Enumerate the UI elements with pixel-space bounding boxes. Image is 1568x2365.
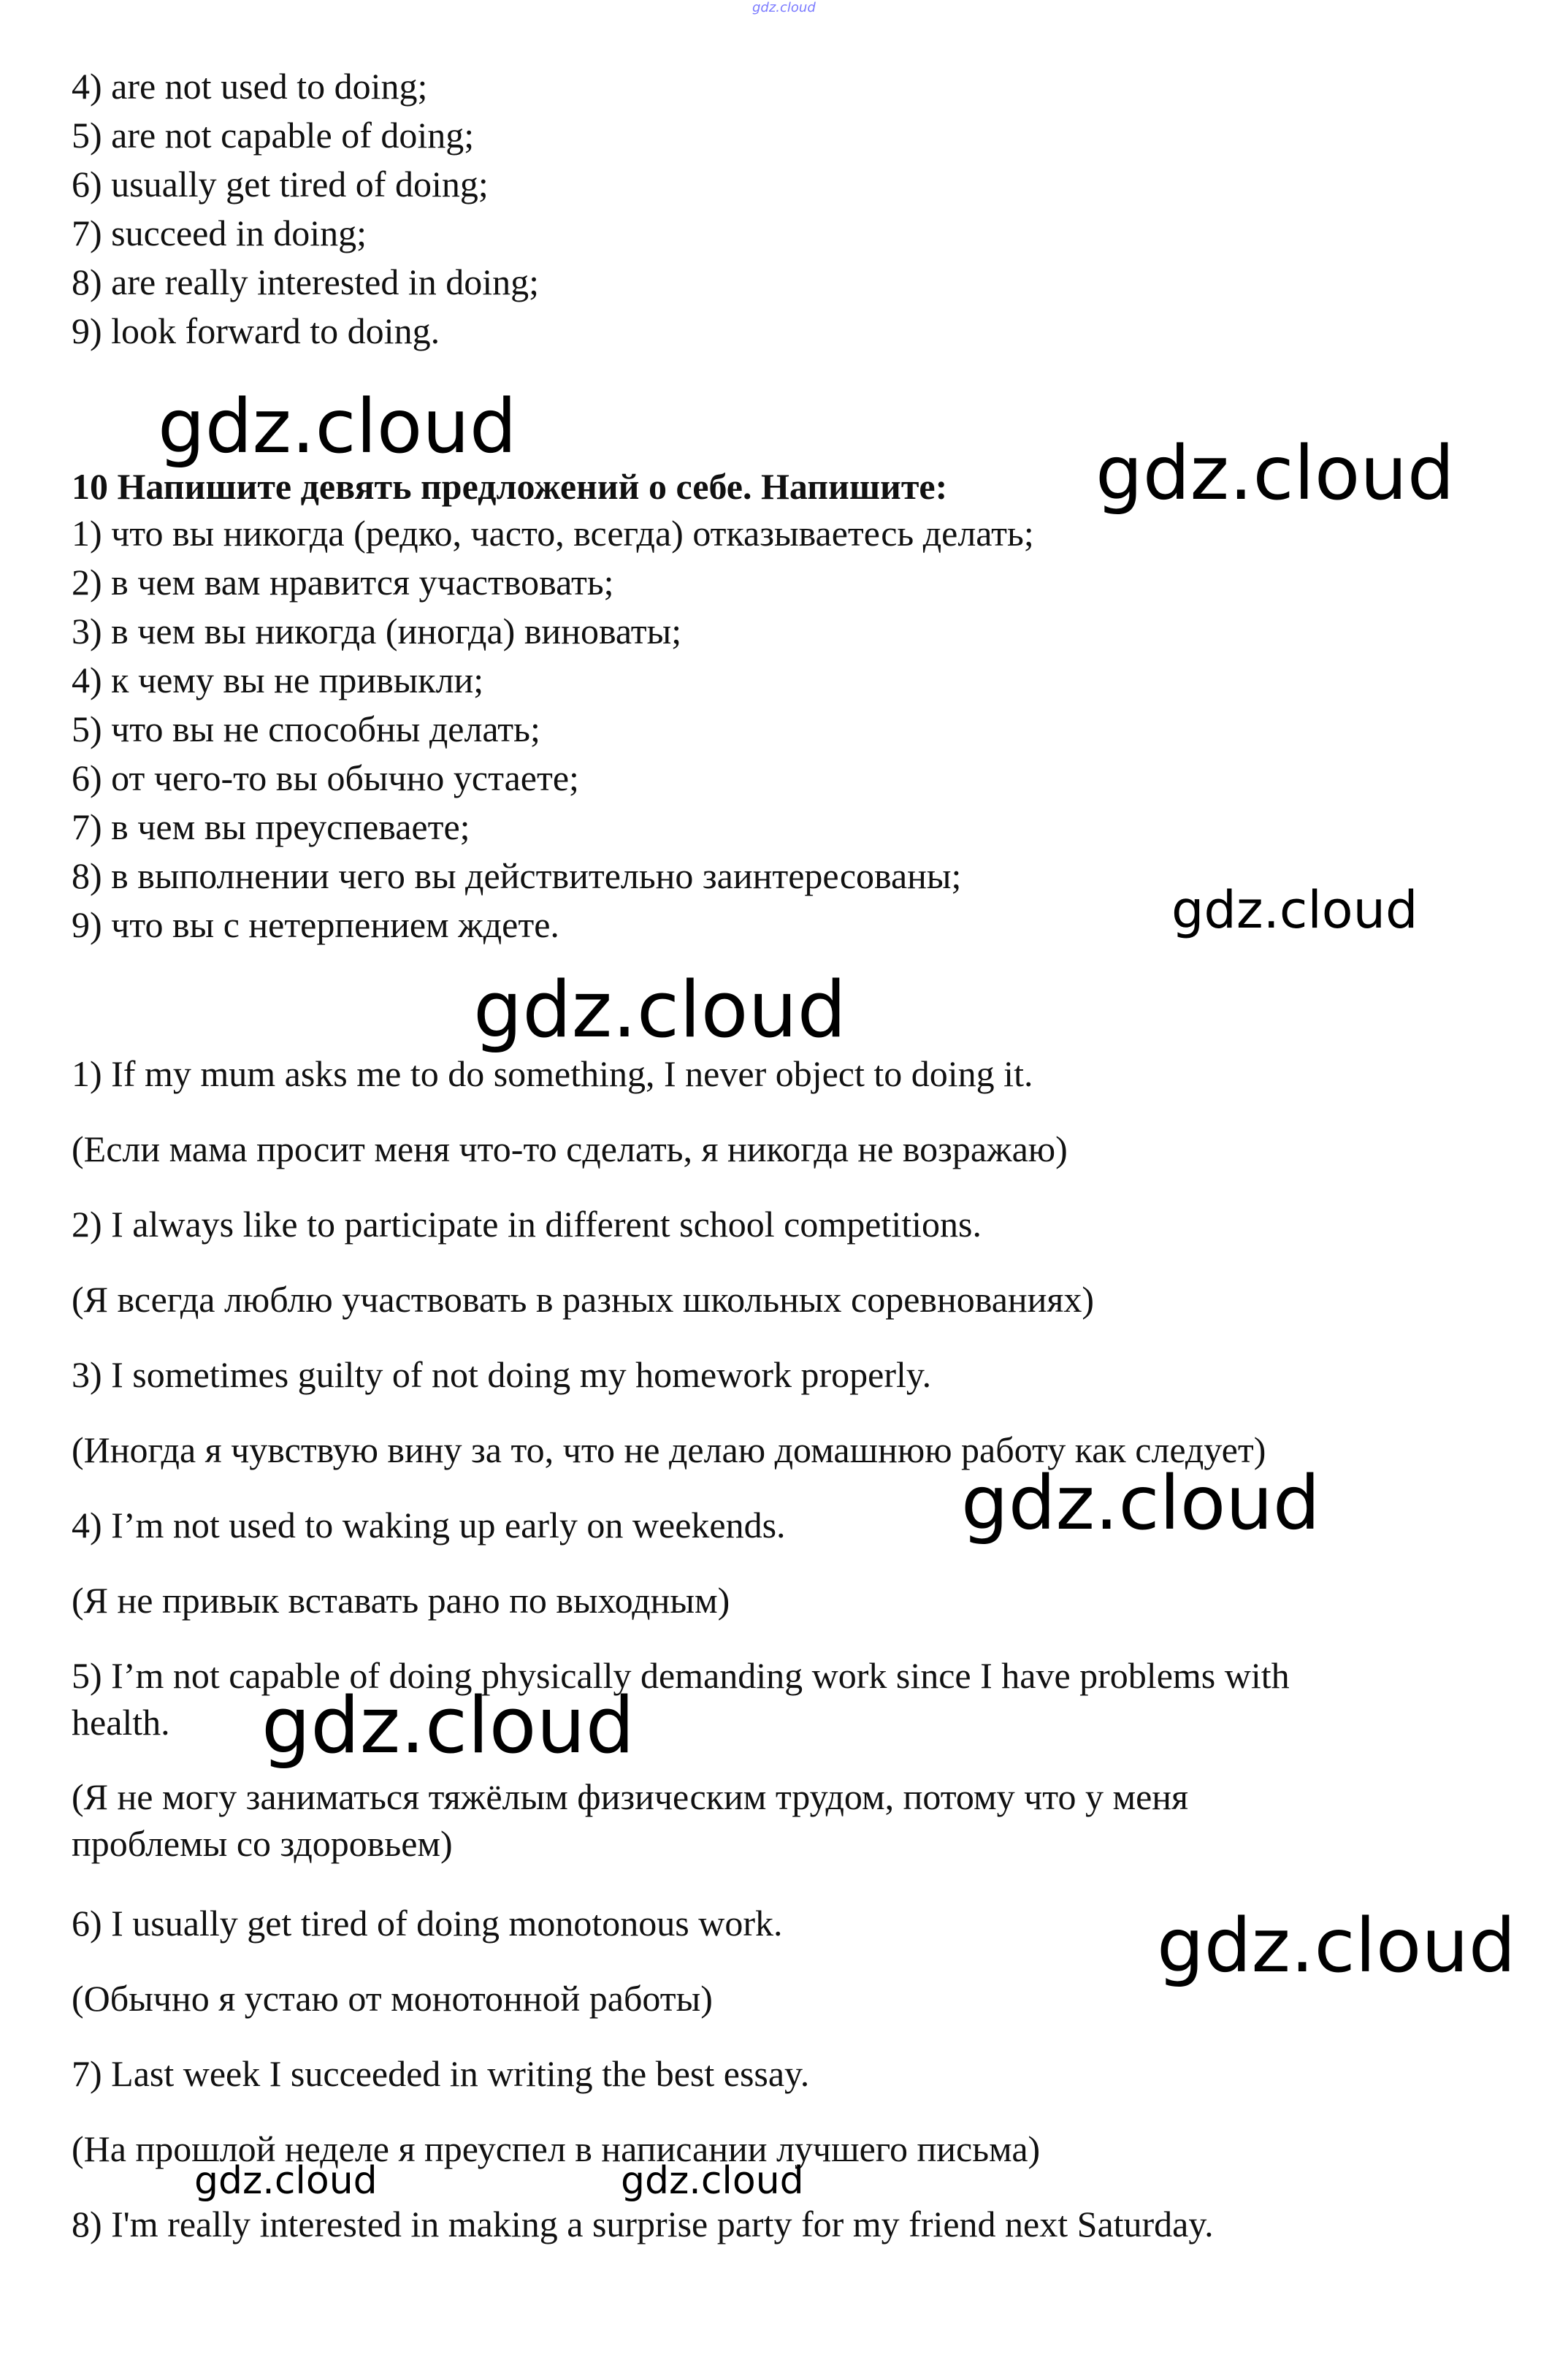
- list-item: 9) что вы с нетерпением ждете.: [72, 904, 559, 945]
- list-item: 8) are really interested in doing;: [72, 261, 540, 302]
- answer-translation: (Иногда я чувствую вину за то, что не делаю домашнюю работу как следует): [72, 1429, 1266, 1470]
- answer-line: 7) Last week I succeeded in writing the best essay.: [72, 2053, 810, 2094]
- answer-line: 6) I usually get tired of doing monotonous work.: [72, 1903, 783, 1944]
- list-item: 5) are not capable of doing;: [72, 115, 475, 156]
- answer-line: 1) If my mum asks me to do something, I never object to doing it.: [72, 1053, 1033, 1094]
- answer-translation: проблемы со здоровьем): [72, 1823, 453, 1864]
- watermark: gdz.cloud: [1157, 1903, 1516, 1990]
- list-item: 3) в чем вы никогда (иногда) виноваты;: [72, 611, 682, 652]
- list-item: 2) в чем вам нравится участвовать;: [72, 562, 614, 603]
- watermark: gdz.cloud: [158, 383, 517, 470]
- list-item: 8) в выполнении чего вы действительно заинтересованы;: [72, 855, 962, 896]
- list-item: 4) к чему вы не привыкли;: [72, 660, 484, 700]
- answer-translation: (Я не могу заниматься тяжёлым физическим трудом, потому что у меня: [72, 1776, 1189, 1817]
- watermark: gdz.cloud: [1171, 880, 1418, 940]
- answer-line: 2) I always like to participate in different school competitions.: [72, 1204, 982, 1245]
- task-heading: 10 Напишите девять предложений о себе. Напишите:: [72, 466, 948, 507]
- answer-line: 3) I sometimes guilty of not doing my homework properly.: [72, 1354, 932, 1395]
- watermark: gdz.cloud: [621, 2159, 804, 2203]
- answer-line: 8) I'm really interested in making a surprise party for my friend next Saturday.: [72, 2204, 1214, 2244]
- top-watermark: gdz.cloud: [752, 0, 816, 15]
- list-item: 9) look forward to doing.: [72, 310, 440, 351]
- watermark: gdz.cloud: [961, 1460, 1320, 1547]
- answer-line: health.: [72, 1702, 170, 1743]
- list-item: 5) что вы не способны делать;: [72, 708, 540, 749]
- list-item: 4) are not used to doing;: [72, 66, 428, 107]
- answer-line: 5) I’m not capable of doing physically demanding work since I have problems with: [72, 1655, 1290, 1696]
- answer-translation: (Я не привык вставать рано по выходным): [72, 1580, 730, 1621]
- list-item: 1) что вы никогда (редко, часто, всегда) отказываетесь делать;: [72, 513, 1034, 554]
- answer-translation: (Обычно я устаю от монотонной работы): [72, 1978, 713, 2019]
- list-item: 7) succeed in doing;: [72, 213, 367, 253]
- list-item: 7) в чем вы преуспеваете;: [72, 806, 470, 847]
- answer-translation: (На прошлой неделе я преуспел в написании лучшего письма): [72, 2128, 1041, 2169]
- list-item: 6) usually get tired of doing;: [72, 164, 489, 205]
- answer-line: 4) I’m not used to waking up early on weekends.: [72, 1505, 786, 1546]
- list-item: 6) от чего-то вы обычно устаете;: [72, 757, 579, 798]
- watermark: gdz.cloud: [1095, 430, 1455, 517]
- watermark: gdz.cloud: [194, 2159, 378, 2203]
- watermark: gdz.cloud: [473, 965, 846, 1055]
- answer-translation: (Я всегда люблю участвовать в разных школьных соревнованиях): [72, 1279, 1095, 1320]
- answer-translation: (Если мама просит меня что-то сделать, я никогда не возражаю): [72, 1128, 1068, 1169]
- watermark: gdz.cloud: [261, 1681, 635, 1770]
